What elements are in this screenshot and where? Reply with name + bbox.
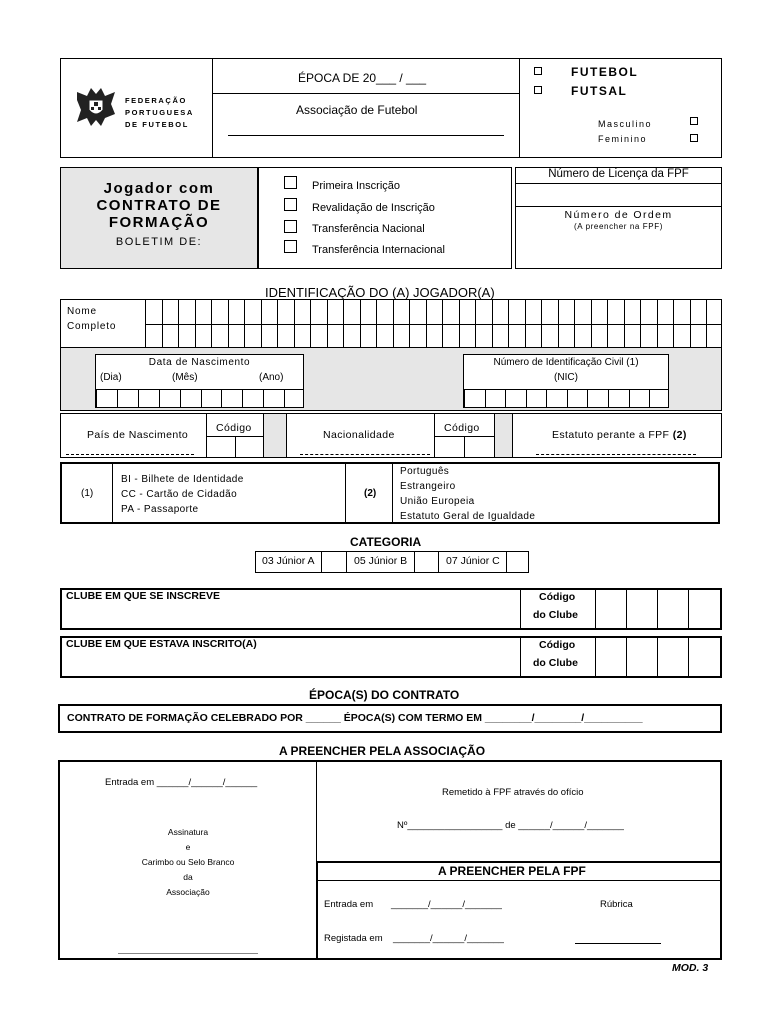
estatuto-portugues: Português xyxy=(400,466,450,477)
header-divider-1 xyxy=(212,58,213,158)
identificacao-title: IDENTIFICAÇÃO DO (A) JOGADOR(A) xyxy=(265,285,495,300)
federation-line-2: PORTUGUESA xyxy=(125,108,194,117)
doc-type-cc: CC - Cartão de Cidadão xyxy=(121,489,238,500)
mes-label: (Mês) xyxy=(172,372,198,383)
ano-label: (Ano) xyxy=(259,372,284,383)
fpf-entrada-date[interactable]: _______/______/_______ xyxy=(391,899,502,910)
note-ref-1: (1) xyxy=(81,488,94,499)
estatuto-text: Estatuto perante a FPF xyxy=(552,429,670,441)
transferencia-nacional-checkbox[interactable] xyxy=(284,220,297,233)
title-line-3: FORMAÇÃO xyxy=(108,214,210,231)
primeira-inscricao-label: Primeira Inscrição xyxy=(312,180,401,192)
nome-input-grid-row-1[interactable] xyxy=(145,299,722,347)
fpf-title-underline xyxy=(316,880,722,881)
categoria-junior-a: 03 Júnior A xyxy=(262,555,315,567)
fpf-registada-date[interactable]: _______/______/_______ xyxy=(393,933,504,944)
numero-ordem-label: Número de Ordem xyxy=(564,209,673,221)
licenca-hline-2 xyxy=(515,206,722,207)
estatuto-label xyxy=(552,429,687,441)
assinatura-line-3: Carimbo ou Selo Branco xyxy=(141,857,235,867)
estatuto-line[interactable] xyxy=(536,454,696,455)
pais-nascimento-label: País de Nascimento xyxy=(87,429,189,441)
header-divider-2 xyxy=(519,58,520,158)
clube-estava-label: CLUBE EM QUE ESTAVA INSCRITO(A) xyxy=(66,638,257,650)
fpf-entrada-label: Entrada em xyxy=(324,899,374,910)
categoria-junior-c-checkbox[interactable] xyxy=(506,551,529,573)
primeira-inscricao-checkbox[interactable] xyxy=(284,176,297,189)
transferencia-nacional-label: Transferência Nacional xyxy=(312,223,425,235)
licenca-hline xyxy=(515,183,722,184)
fpf-logo-icon xyxy=(75,86,117,128)
header-hline xyxy=(212,93,519,94)
codigo1-label: Código xyxy=(216,422,252,434)
oficio-numero[interactable]: Nº__________________ de ______/______/_______ xyxy=(397,820,624,831)
clube-estava-sep xyxy=(520,636,521,678)
codigo2-input-cells[interactable] xyxy=(435,437,493,457)
mod-label: MOD. 3 xyxy=(672,962,709,974)
associacao-line[interactable] xyxy=(228,135,504,136)
clube-estava-codigo-grid[interactable] xyxy=(595,636,722,678)
masculino-checkbox[interactable] xyxy=(690,117,698,125)
completo-label: Completo xyxy=(67,321,117,332)
note-ref-2: (2) xyxy=(364,488,377,499)
codigo1-gray xyxy=(264,414,286,457)
assinatura-signature-line[interactable] xyxy=(118,953,258,954)
transferencia-internacional-checkbox[interactable] xyxy=(284,240,297,253)
feminino-label: Feminino xyxy=(598,134,648,144)
assinatura-line-5: Associação xyxy=(166,887,210,897)
nacionalidade-label: Nacionalidade xyxy=(323,429,395,441)
clube-inscreve-codigo: Código xyxy=(539,591,576,603)
associacao-section-title: A PREENCHER PELA ASSOCIAÇÃO xyxy=(279,744,486,758)
nic-label: (NIC) xyxy=(554,372,578,383)
doc-type-bi: BI - Bilhete de Identidade xyxy=(121,474,244,485)
numero-licenca-label: Número de Licença da FPF xyxy=(548,168,689,180)
categoria-junior-b: 05 Júnior B xyxy=(354,555,408,567)
codigo2-gray xyxy=(495,414,512,457)
fpf-registada-label: Registada em xyxy=(324,933,383,944)
federation-line-3: DE FUTEBOL xyxy=(125,120,189,129)
boletim-label: BOLETIM DE: xyxy=(115,236,203,248)
codigo2-label: Código xyxy=(444,422,480,434)
assinatura-line-4: da xyxy=(183,872,193,882)
futsal-label: FUTSAL xyxy=(571,84,628,98)
contrato-text[interactable]: CONTRATO DE FORMAÇÃO CELEBRADO POR ______ ÉPOCA(S) COM TERMO EM ________/________/__________ xyxy=(67,712,643,724)
futsal-checkbox[interactable] xyxy=(534,86,542,94)
nic-input-grid[interactable] xyxy=(463,389,669,408)
categoria-title: CATEGORIA xyxy=(350,535,422,549)
futebol-checkbox[interactable] xyxy=(534,67,542,75)
revalidacao-checkbox[interactable] xyxy=(284,198,297,211)
fpf-rubrica-line[interactable] xyxy=(575,943,661,944)
fpf-rubrica-label: Rúbrica xyxy=(600,899,633,910)
remetido-label: Remetido à FPF através do ofício xyxy=(442,787,584,798)
nome-label: Nome xyxy=(67,306,97,317)
clube-estava-field[interactable] xyxy=(66,653,516,675)
estatuto-ue: União Europeia xyxy=(400,496,475,507)
notes-divider-2 xyxy=(345,462,346,524)
licenca-entry-area[interactable] xyxy=(522,186,715,204)
notes-divider-3 xyxy=(392,462,393,524)
epoca-label: ÉPOCA DE 20___ / ___ xyxy=(298,71,427,85)
clube-inscreve-sep xyxy=(520,588,521,630)
assinatura-line-2: e xyxy=(185,842,191,852)
associacao-entrada[interactable]: Entrada em ______/______/______ xyxy=(105,777,258,788)
notes-divider-1 xyxy=(112,462,113,524)
estatuto-igualdade: Estatuto Geral de Igualdade xyxy=(400,511,536,522)
nacionalidade-line[interactable] xyxy=(300,454,430,455)
clube-estava-do-clube: do Clube xyxy=(533,657,578,669)
contrato-title: ÉPOCA(S) DO CONTRATO xyxy=(309,688,460,702)
num-id-civil-label: Número de Identificação Civil (1) xyxy=(493,357,639,368)
preencher-fpf-note: (A preencher na FPF) xyxy=(574,222,663,231)
futebol-label: FUTEBOL xyxy=(571,65,639,79)
estatuto-estrangeiro: Estrangeiro xyxy=(400,481,456,492)
data-nascimento-input-grid[interactable] xyxy=(95,389,304,408)
categoria-junior-c: 07 Júnior C xyxy=(446,555,500,567)
transferencia-internacional-label: Transferência Internacional xyxy=(312,244,445,256)
feminino-checkbox[interactable] xyxy=(690,134,698,142)
codigo2-gray-right xyxy=(512,413,513,458)
clube-estava-codigo: Código xyxy=(539,639,576,651)
estatuto-ref: (2) xyxy=(672,429,687,441)
categoria-junior-b-checkbox[interactable] xyxy=(414,551,439,573)
dia-label: (Dia) xyxy=(100,372,122,383)
clube-inscreve-do-clube: do Clube xyxy=(533,609,578,621)
federation-line-1: FEDERAÇÃO xyxy=(125,96,187,105)
revalidacao-label: Revalidação de Inscrição xyxy=(312,202,435,214)
masculino-label: Masculino xyxy=(598,119,653,129)
associacao-label: Associação de Futebol xyxy=(296,103,418,117)
doc-type-pa: PA - Passaporte xyxy=(121,504,199,515)
clube-inscreve-codigo-grid[interactable] xyxy=(595,588,722,630)
title-line-1: Jogador com xyxy=(103,180,215,197)
clube-inscreve-field[interactable] xyxy=(66,605,516,627)
pais-nascimento-line[interactable] xyxy=(66,454,194,455)
codigo1-gray-right xyxy=(286,413,287,458)
codigo1-input-cells[interactable] xyxy=(207,437,263,457)
title-line-2: CONTRATO DE xyxy=(96,197,222,214)
clube-inscreve-label: CLUBE EM QUE SE INSCREVE xyxy=(66,590,221,602)
data-nascimento-label: Data de Nascimento xyxy=(148,357,251,368)
fpf-section-title: A PREENCHER PELA FPF xyxy=(438,864,586,878)
assinatura-line-1: Assinatura xyxy=(167,827,209,837)
categoria-junior-a-checkbox[interactable] xyxy=(321,551,347,573)
